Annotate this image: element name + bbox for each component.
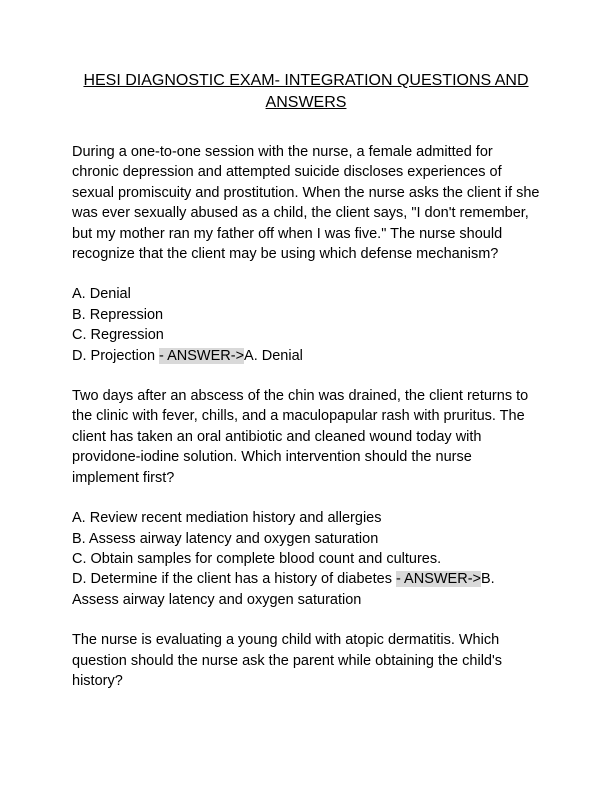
question-1-option-c: C. Regression	[72, 327, 164, 344]
question-1-option-d: D. Projection	[72, 347, 160, 364]
question-1-option-d-line	[72, 346, 540, 366]
question-2-option-c: C. Obtain samples for complete blood count and cultures.	[72, 550, 442, 567]
question-2-option-d: D. Determine if the client has a history of diabetes	[72, 571, 396, 588]
question-2-answer-marker: - ANSWER->	[396, 571, 481, 588]
question-2-options	[72, 508, 540, 610]
question-1-options	[72, 284, 540, 366]
question-1-option-b: B. Repression	[72, 306, 164, 323]
question-1-text: During a one-to-one session with the nurse, a female admitted for chronic depression and attempted suicide discloses experiences of sexual promiscuity and prostitution. When the nurse asks the client if she was ever sexually abused as a child, the client says, "I don't remember, but my mother ran my father off when I was five." The nurse should recognize that the client may be using which defense mechanism?	[72, 144, 540, 263]
title-line-2: ANSWERS	[265, 94, 347, 111]
question-2-text: Two days after an abscess of the chin was drained, the client returns to the clinic with fever, chills, and a maculopapular rash with pruritus. The client has taken an oral antibiotic and cleaned wound today with providone-iodine solution. Which intervention should the nurse implement first?	[72, 388, 529, 486]
question-1-option-a: A. Denial	[72, 286, 131, 303]
document-title	[72, 70, 540, 114]
question-2-answer: B. Assess airway latency and oxygen saturation	[72, 571, 495, 608]
question-1-answer-marker: - ANSWER->	[159, 347, 245, 364]
title-line-1: HESI DIAGNOSTIC EXAM- INTEGRATION QUESTIONS AND	[83, 72, 529, 89]
question-1-answer: A. Denial	[244, 347, 303, 364]
question-2-option-d-line	[72, 569, 540, 610]
question-2-option-a: A. Review recent mediation history and allergies	[72, 510, 382, 527]
question-2-option-b: B. Assess airway latency and oxygen saturation	[72, 530, 379, 547]
question-3-text: The nurse is evaluating a young child with atopic dermatitis. Which question should the nurse ask the parent while obtaining the child's history?	[72, 632, 502, 689]
